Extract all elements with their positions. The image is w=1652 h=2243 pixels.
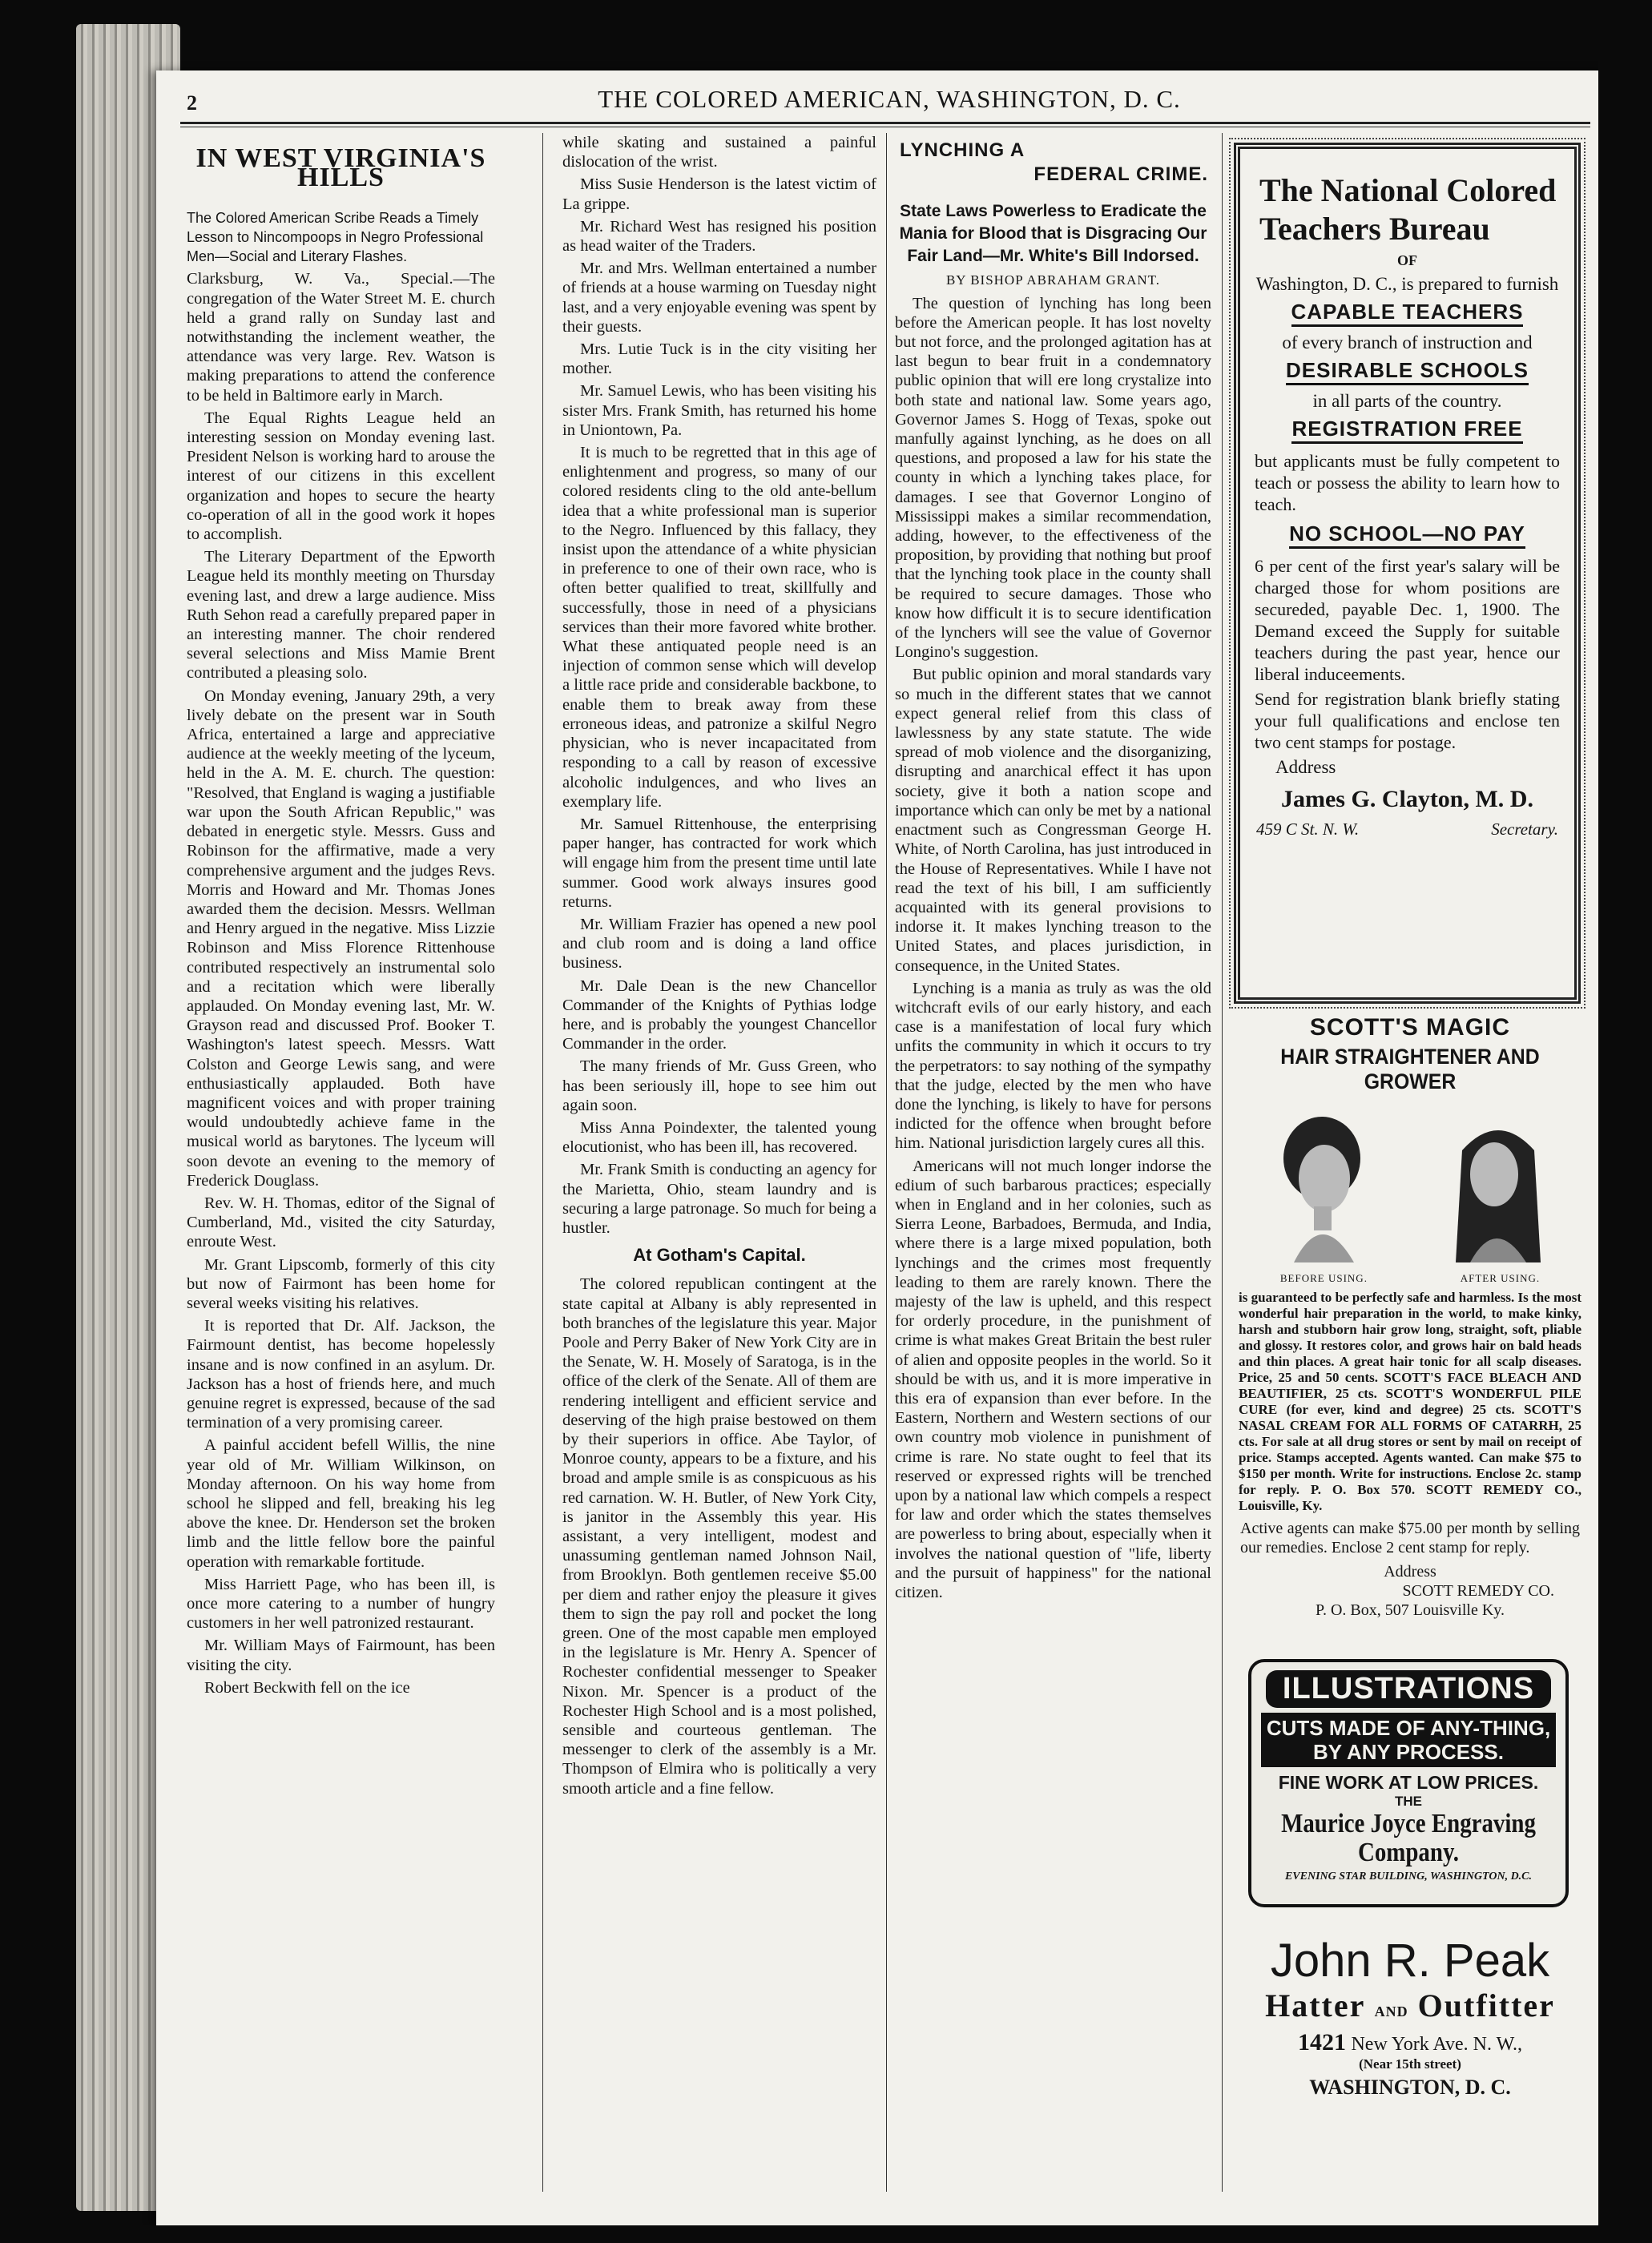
paragraph: The many friends of Mr. Guss Green, who has been seriously ill, hope to see him out again soon. [562, 1057, 876, 1114]
paragraph: Miss Anna Poindexter, the talented young elocutionist, who has been ill, has recovered. [562, 1118, 876, 1157]
paragraph: while skating and sustained a painful dislocation of the wrist. [562, 134, 876, 171]
ad-teachers-registration: REGISTRATION FREE [1291, 417, 1522, 444]
paragraph: Miss Susie Henderson is the latest victim of La grippe. [562, 175, 876, 213]
ad-illustrations-building: EVENING STAR BUILDING, WASHINGTON, D.C. [1284, 1871, 1533, 1883]
ad-teachers-location: Washington, D. C., is prepared to furnish [1255, 274, 1559, 294]
ad-scott-after: AFTER USING. [1460, 1272, 1541, 1284]
ad-peak-near: (Near 15th street) [1359, 2056, 1461, 2072]
ad-illustrations-cuts: CUTS MADE OF ANY-THING, BY ANY PROCESS. [1261, 1713, 1556, 1767]
ad-teachers-parts: in all parts of the country. [1312, 391, 1502, 411]
masthead-rule [180, 122, 1590, 124]
ad-scott-subtitle: HAIR STRAIGHTENER AND GROWER [1280, 1045, 1540, 1093]
ad-teachers-desirable: DESIRABLE SCHOOLS [1286, 358, 1529, 385]
paragraph: Mr. and Mrs. Wellman entertained a number of friends at a house warming on Tuesday night last, and a very enjoyable evening was spent by their guests. [562, 260, 876, 336]
ad-teachers-street: 459 C St. N. W. [1256, 819, 1360, 839]
ad-peak-street: New York Ave. N. W., [1351, 2034, 1523, 2055]
ad-teachers-signer: James G. Clayton, M. D. [1281, 786, 1533, 812]
column-rule [542, 133, 543, 2192]
ad-peak-address [1234, 2029, 1586, 2056]
paragraph: Mr. Samuel Lewis, who has been visiting his sister Mrs. Frank Smith, has returned his home in Uniontown, Pa. [562, 382, 876, 439]
paragraph: Mr. Dale Dean is the new Chancellor Commander of the Knights of Pythias lodge here, and is probably the youngest Chancellor Commander in the order. [562, 977, 876, 1053]
paragraph: The Equal Rights League held an interesting session on Monday evening last. President Nelson is working hard to arouse the interest of our citizens in this excellent organization and hopes to secure the hearty co-operation of all in the good work it hopes to accomplish. [187, 409, 495, 544]
ad-scotts-magic [1234, 1014, 1586, 1620]
ad-peak-and: AND [1374, 2003, 1408, 2020]
ad-teachers-address [1256, 819, 1558, 840]
paragraph: Clarksburg, W. Va., Special.—The congregation of the Water Street M. E. church held a grand rally on Sunday last and notwithstanding the inclement weather, the attendance was very large. Rev. Watson is making preparations to attend the conference to be held in Baltimore early in March. [187, 270, 495, 405]
subhead-gotham: At Gotham's Capital. [633, 1245, 806, 1266]
ad-teachers-address-label: Address [1275, 757, 1336, 777]
ad-teachers-send: Send for registration blank briefly stating your full qualifications and enclose ten two cent stamps for postage. [1255, 689, 1560, 752]
ad-teachers-noschool: NO SCHOOL—NO PAY [1289, 521, 1525, 549]
paragraph: Miss Harriett Page, who has been ill, is once more catering to a number of hungry customers in her well patronized restaurant. [187, 1575, 495, 1633]
paragraph: Mr. Richard West has resigned his position as head waiter of the Traders. [562, 217, 876, 256]
paragraph: Mr. Samuel Rittenhouse, the enterprising paper hanger, has contracted for work which will engage him from the present time until late summer. Good work always insures good returns. [562, 815, 876, 911]
column-1 [187, 133, 495, 2192]
paragraph: It is reported that Dr. Alf. Jackson, the Fairmount dentist, has become hopelessly insane and is now confined in an asylum. Dr. Jackson has a host of friends here, and much genuine regret is expressed, because of the sad termination of a very promising career. [187, 1317, 495, 1432]
woman-portrait-icon [1438, 1102, 1558, 1262]
scan-border-bottom [0, 2225, 1652, 2243]
ad-peak-outfitter: Outfitter [1417, 1987, 1555, 2024]
paragraph: A painful accident befell Willis, the nine year old of Mr. William Wilkinson, on Monday afternoon. On his way home from school he slipped and fell, breaking his leg above the knee. Dr. Henderson set the broken limb and the little fellow bore the painful operation with remarkable fortitude. [187, 1436, 495, 1571]
ad-peak-trade [1234, 1987, 1586, 2024]
paragraph: Rev. W. H. Thomas, editor of the Signal of Cumberland, Md., visited the city Saturday, enroute West. [187, 1194, 495, 1251]
headline-deck: The Colored American Scribe Reads a Timely Lesson to Nincompoops in Negro Professional Men—Social and Literary Flashes. [187, 210, 484, 265]
page-number: 2 [187, 91, 197, 115]
paragraph: Mr. William Mays of Fairmount, has been visiting the city. [187, 1637, 495, 1674]
ad-peak-hatter: Hatter [1265, 1987, 1365, 2024]
column-3 [895, 133, 1211, 2192]
ad-illustrations-company: Maurice Joyce Engraving Company. [1281, 1809, 1536, 1867]
paragraph: Americans will not much longer indorse the edium of such barbarous practices; especially when in England and in her colonies, such as Sierra Leone, Barbadoes, Bermuda, and India, where there is a large mixed population, both lynchings and the crimes most frequently leading to them are rarely known. There the majesty of the law is upheld, and this respect for orderly procedure, in the punishment of crime is what makes Great Britain the best ruler of alien and opposite peoples in the world. So it should be with us, and it is more imperative in this era of expansion than ever before. In the Eastern, Northern and Western sections of our own country mob violence in punishment of crime is rare. No state ought to feel that its reserved or expressed rights will be trenched upon by a national law which compels a respect for law and order which the states themselves are powerless to bring about, especially when it involves the national question of "life, liberty and the pursuit of happiness" for the national citizen. [895, 1157, 1211, 1602]
ad-scott-captions [1234, 1272, 1586, 1285]
paragraph: Lynching is a mania as truly as was the old witchcraft evils of our early history, and each case is a manifestation of local fury which unfits the community in which it occurs to try the perpetrators: to say nothing of the sympathy that the judge, elected by the men who have done the lynching, is likely to have for persons indicted for the offence when brought before him. National jurisdiction largely cures all this. [895, 979, 1211, 1153]
newspaper-page [156, 70, 1622, 2225]
ad-peak-number: 1421 [1297, 2029, 1346, 2056]
paragraph: Mrs. Lutie Tuck is in the city visiting her mother. [562, 340, 876, 378]
ad-peak-name: John R. Peak [1270, 1935, 1550, 1987]
column-rule [1222, 133, 1223, 2192]
paragraph: The colored republican contingent at the state capital at Albany is ably represented in both branches of the legislature this year. Major Poole and Perry Baker of New York City are in the Senate, W. H. Mosely of Saratoga, is in the office of the clerk of the Senate. All of them are rendering intelligent and efficient service and deserving of the high praise bestowed on them by their superiors in office. Abe Taylor, of Monroe county, appears to be a fixture, and his broad and ample smile is as conspicuous as his red carnation. W. H. Butler, of New York City, is janitor in the Assembly this year. His assistant, a very intelligent, modest and unassuming gentleman named Johnson Nail, from Brooklyn. Both gentlemen receive $5.00 per diem and rather enjoy the pleasure it gives them to sign the pay roll and pocket the long green. One of the most capable men employed in the legislature is Mr. Henry A. Spencer of Rochester confidential messenger to Speaker Nixon. Mr. Spencer is a product of the Rochester High School and is a most polished, sensible and courteous gentleman. The messenger to clerk of the assembly is a Mr. Thompson of Elmira who is politically a very smooth article and a fine fellow. [562, 1275, 876, 1798]
ad-peak-city: WASHINGTON, D. C. [1309, 2076, 1511, 2099]
ad-scott-company: SCOTT REMEDY CO. [1402, 1582, 1554, 1600]
ad-teachers-title: The National Colored Teachers Bureau [1259, 172, 1557, 247]
paragraph: Mr. Frank Smith is conducting an agency for the Marietta, Ohio, steam laundry and is securing a large patronage. So much for being a hustler. [562, 1161, 876, 1237]
column-rule [886, 133, 887, 2192]
ad-john-peak [1234, 1935, 1586, 2100]
ad-scott-body: is guaranteed to be perfectly safe and harmless. Is the most wonderful hair preparation in the world, to make kinky, harsh and stubborn hair grow long, straight, soft, pliable and glossy. It restores color, and grows hair on bald heads and thin places. A great hair tonic for all scalp diseases. Price, 25 and 50 cents. SCOTT'S FACE BLEACH AND BEAUTIFIER, 25 cts. SCOTT'S WONDERFUL PILE CURE (for ever, kind and degree) 25 cts. SCOTT'S NASAL CREAM FOR ALL FORMS OF CATARRH, 25 cts. For sale at all drug stores or sent by mail on receipt of price. Stamps accepted. Agents wanted. Can make $75 to $150 per month. Write for instructions. Enclose 2c. stamp for reply. P. O. Box 570. SCOTT REMEDY CO., Louisville, Ky. [1239, 1290, 1581, 1513]
ad-teachers-capable: CAPABLE TEACHERS [1291, 300, 1524, 327]
paragraph: On Monday evening, January 29th, a very lively debate on the present war in South Africa, entertained a large and appreciative audience at the weekly meeting of the lyceum, held in the A. M. E. church. The question: "Resolved, that England is waging a justifiable war upon the South African Republic," was debated in energetic style. Messrs. Guss and Robinson for the affirmative, made a very comprehensive argument and the judges Revs. Morris and Howard and Mr. Thomas Jones awarded them the decision. Messrs. Wellman and Henry argued in the negative. Miss Lizzie Robinson and Miss Florence Rittenhouse contributed respectively an instrumental solo and a recitation which were liberally applauded. On Monday evening last, Mr. W. Grayson read and discussed Prof. Booker T. Washington's latest speech. Messrs. Watt Colston and George Lewis sang, and were enthusiastically applauded. Both have magnificent voices and with proper training would undoubtedly achieve fame in the musical world as barytones. The lyceum will soon devote an evening to the memory of Frederick Douglass. [187, 687, 495, 1190]
column-2 [562, 133, 876, 2192]
ad-scott-title: SCOTT'S MAGIC [1309, 1014, 1511, 1041]
paragraph: But public opinion and moral standards vary so much in the different states that we cannot expect general relief from this class of lawlessness by any state statute. The wide spread of mob violence and the disorganizing, disrupting and anarchical effect it has upon society, give it both a nation scope and importance which can only be met by a national enactment such as Congressman George H. White, of North Carolina, has just introduced in the House of Representatives. While I have not read the text of his bill, I am sufficiently acquainted with its general provisions to indorse it. It makes lynching treason to the United States, and places jurisdiction, in consequence, in the United States. [895, 666, 1211, 975]
ad-scott-box: P. O. Box, 507 Louisville Ky. [1316, 1601, 1505, 1619]
ad-illustrations-the: THE [1395, 1794, 1422, 1809]
ad-illustrations-banner: ILLUSTRATIONS [1266, 1670, 1551, 1708]
ad-teachers-of: OF [1397, 252, 1417, 268]
ad-scott-agents: Active agents can make $75.00 per month by selling our remedies. Enclose 2 cent stamp for reply. [1240, 1520, 1580, 1556]
ad-illustrations [1248, 1659, 1569, 1907]
ad-scott-before: BEFORE USING. [1279, 1272, 1368, 1284]
ad-teachers-branch: of every branch of instruction and [1282, 332, 1533, 352]
ad-teachers-bureau [1234, 143, 1581, 1004]
scan-border-right [1598, 0, 1652, 2243]
paragraph: The question of lynching has long been before the American people. It has lost novelty but not force, and the prolonged agitation has at last begun to bear fruit in a condemnatory public opinion that will ere long crystalize into both state and national law. Some years ago, Governor James S. Hogg of Texas, spoke out manfully against lynching, as he does on all questions, and proposed a law for his state the county in which a lynching takes place, for damages. I see that Governor Longino of Mississippi makes a similar recommendation, adding, however, to the effectiveness of the proposition, by providing that nothing but proof that the lynching took place in the county shall be required to secure damages. Those who know how difficult it is to secure identification of the lynchers will see the value of Governor Longino's suggestion. [895, 294, 1211, 662]
advertisement-column [1234, 133, 1598, 2184]
ad-scott-portraits [1234, 1102, 1586, 1270]
ad-teachers-percent: 6 per cent of the first year's salary will be charged those for whom positions are secureded, payable Dec. 1, 1900. The Demand exceed the Supply for suitable teachers during the past year, hence our liberal induceements. [1255, 556, 1560, 684]
masthead: THE COLORED AMERICAN, WASHINGTON, D. C. [598, 85, 1181, 113]
ad-scott-address-label: Address [1384, 1563, 1436, 1581]
paragraph: Mr. William Frazier has opened a new pool and club room and is doing a land office business. [562, 915, 876, 973]
ad-teachers-role: Secretary. [1491, 819, 1558, 839]
paragraph: Mr. Grant Lipscomb, formerly of this city but now of Fairmont has been home for several weeks visiting his relatives. [187, 1255, 495, 1312]
ad-teachers-applicants: but applicants must be fully competent to teach or possess the ability to learn how to teach. [1255, 451, 1560, 514]
ad-illustrations-fine: FINE WORK AT LOW PRICES. [1278, 1772, 1539, 1793]
headline-lynching-line1: LYNCHING A [900, 139, 1025, 161]
paragraph: The Literary Department of the Epworth League held its monthly meeting on Thursday evening last, and drew a large audience. Miss Ruth Sehon read a carefully prepared paper in an interesting manner. The choir rendered several selections and Miss Mamie Brent contributed a pleasing solo. [187, 548, 495, 683]
paragraph: It is much to be regretted that in this age of enlightenment and progress, so many of our colored residents cling to the old ante-bellum idea that a white professional man is superior to the Negro. Influenced by this fallacy, they insist upon the attendance of a white physician in preference to one of their own race, who is often better qualified to treat, skillfully and successfully, those in need of a physicians services than their more favored white brother. What these antiquated people need is an injection of common sense which will develop a little race pride and considerable backbone, to enable them to break away from these erroneous ideas, and patronize a skilful Negro physician, who is never incapacitated from responding to a call by reason of excessive alcoholic indulgences, and who lives an exemplary life. [562, 444, 876, 811]
byline: BY BISHOP ABRAHAM GRANT. [945, 272, 1161, 288]
woman-portrait-icon [1262, 1102, 1382, 1262]
lynching-deck: State Laws Powerless to Eradicate the Mania for Blood that is Disgracing Our Fair Land—Mr. White's Bill Indorsed. [899, 202, 1207, 266]
headline-lynching-line2: FEDERAL CRIME. [1034, 163, 1208, 186]
headline-west-virginia: IN WEST VIRGINIA'S HILLS [195, 143, 486, 193]
paragraph: Robert Beckwith fell on the ice [204, 1678, 410, 1697]
